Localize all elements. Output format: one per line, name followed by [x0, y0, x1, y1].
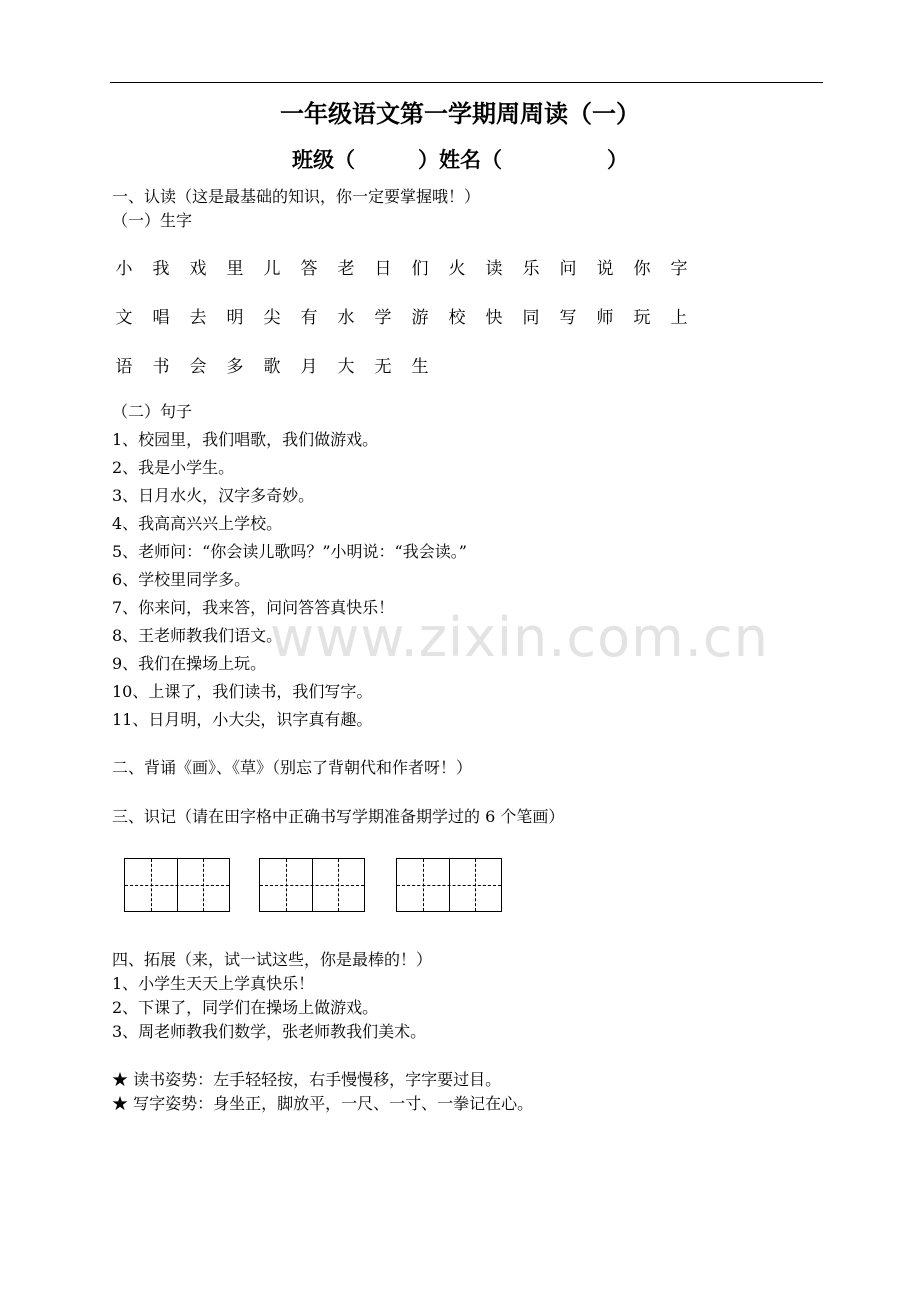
character-item: 上: [670, 308, 688, 328]
sentence-item: 4、我高高兴兴上学校。: [112, 514, 283, 533]
character-item: 儿: [263, 259, 281, 279]
grid-guide-vertical: [151, 859, 152, 911]
character-item: 读: [485, 259, 503, 279]
class-name-line: 班级（ ）姓名（ ）: [292, 147, 628, 172]
grid-guide-vertical: [338, 859, 339, 911]
box-divider: [177, 859, 178, 911]
character-item: 歌: [263, 357, 281, 377]
sentence-item: 3、日月水火，汉字多奇妙。: [112, 486, 315, 505]
character-item: 无: [374, 357, 392, 377]
extension-item: 3、周老师教我们数学，张老师教我们美术。: [112, 1022, 427, 1041]
character-item: 去: [189, 308, 207, 328]
character-item: 玩: [633, 308, 651, 328]
sentence-item: 5、老师问：“你会读儿歌吗？”小明说：“我会读。”: [112, 542, 467, 561]
subsection-characters-heading: （一）生字: [112, 211, 193, 230]
box-divider: [312, 859, 313, 911]
grid-guide-vertical: [423, 859, 424, 911]
sentence-item: 1、校园里，我们唱歌，我们做游戏。: [112, 430, 379, 449]
sentence-item: 7、你来问，我来答，问问答答真快乐！: [112, 598, 395, 617]
character-item: 日: [374, 259, 392, 279]
grid-guide-vertical: [203, 859, 204, 911]
subsection-sentences-heading: （二）句子: [112, 402, 193, 421]
tianzige-box-pair[interactable]: [124, 858, 230, 912]
character-item: 老: [337, 259, 355, 279]
character-item: 会: [189, 357, 207, 377]
grid-guide-vertical: [475, 859, 476, 911]
sentence-item: 10、上课了，我们读书，我们写字。: [112, 682, 373, 701]
character-item: 游: [411, 308, 429, 328]
character-item: 校: [448, 308, 466, 328]
character-item: 写: [559, 308, 577, 328]
character-item: 答: [300, 259, 318, 279]
character-item: 生: [411, 357, 429, 377]
sentence-item: 2、我是小学生。: [112, 458, 235, 477]
character-item: 我: [152, 259, 170, 279]
sentence-item: 6、学校里同学多。: [112, 570, 251, 589]
character-item: 问: [559, 259, 577, 279]
character-item: 唱: [152, 308, 170, 328]
sentence-item: 11、日月明，小大尖，识字真有趣。: [112, 710, 373, 729]
character-item: 你: [633, 259, 651, 279]
character-item: 们: [411, 259, 429, 279]
character-item: 尖: [263, 308, 281, 328]
character-item: 月: [300, 357, 318, 377]
character-item: 说: [596, 259, 614, 279]
character-item: 戏: [189, 259, 207, 279]
character-item: 大: [337, 357, 355, 377]
box-divider: [449, 859, 450, 911]
top-rule: [110, 82, 823, 83]
sentence-item: 9、我们在操场上玩。: [112, 654, 267, 673]
character-item: 火: [448, 259, 466, 279]
writing-posture-tip: ★ 写字姿势：身坐正，脚放平，一尺、一寸、一拳记在心。: [112, 1094, 534, 1113]
character-item: 师: [596, 308, 614, 328]
extension-item: 2、下课了，同学们在操场上做游戏。: [112, 998, 379, 1017]
character-item: 多: [226, 357, 244, 377]
reading-posture-tip: ★ 读书姿势：左手轻轻按，右手慢慢移，字字要过目。: [112, 1070, 502, 1089]
character-item: 有: [300, 308, 318, 328]
character-item: 文: [115, 308, 133, 328]
grid-guide-vertical: [286, 859, 287, 911]
character-item: 快: [485, 308, 503, 328]
section-2-heading: 二、背诵《画》、《草》（别忘了背朝代和作者呀！）: [112, 758, 473, 777]
section-3-heading: 三、识记（请在田字格中正确书写学期准备期学过的 6 个笔画）: [112, 807, 565, 826]
character-item: 里: [226, 259, 244, 279]
character-item: 同: [522, 308, 540, 328]
character-item: 水: [337, 308, 355, 328]
section-1-heading: 一、认读（这是最基础的知识，你一定要掌握哦！）: [112, 187, 481, 206]
section-4-heading: 四、拓展（来，试一试这些，你是最棒的！）: [112, 950, 433, 969]
character-item: 书: [152, 357, 170, 377]
tianzige-box-pair[interactable]: [259, 858, 365, 912]
character-item: 语: [115, 357, 133, 377]
extension-item: 1、小学生天天上学真快乐！: [112, 974, 315, 993]
watermark: www.zixin.com.cn: [270, 606, 769, 669]
character-item: 乐: [522, 259, 540, 279]
page-title: 一年级语文第一学期周周读（一）: [280, 99, 640, 128]
character-item: 明: [226, 308, 244, 328]
character-item: 学: [374, 308, 392, 328]
character-item: 字: [670, 259, 688, 279]
character-item: 小: [115, 259, 133, 279]
sentence-item: 8、王老师教我们语文。: [112, 626, 283, 645]
tianzige-box-pair[interactable]: [396, 858, 502, 912]
